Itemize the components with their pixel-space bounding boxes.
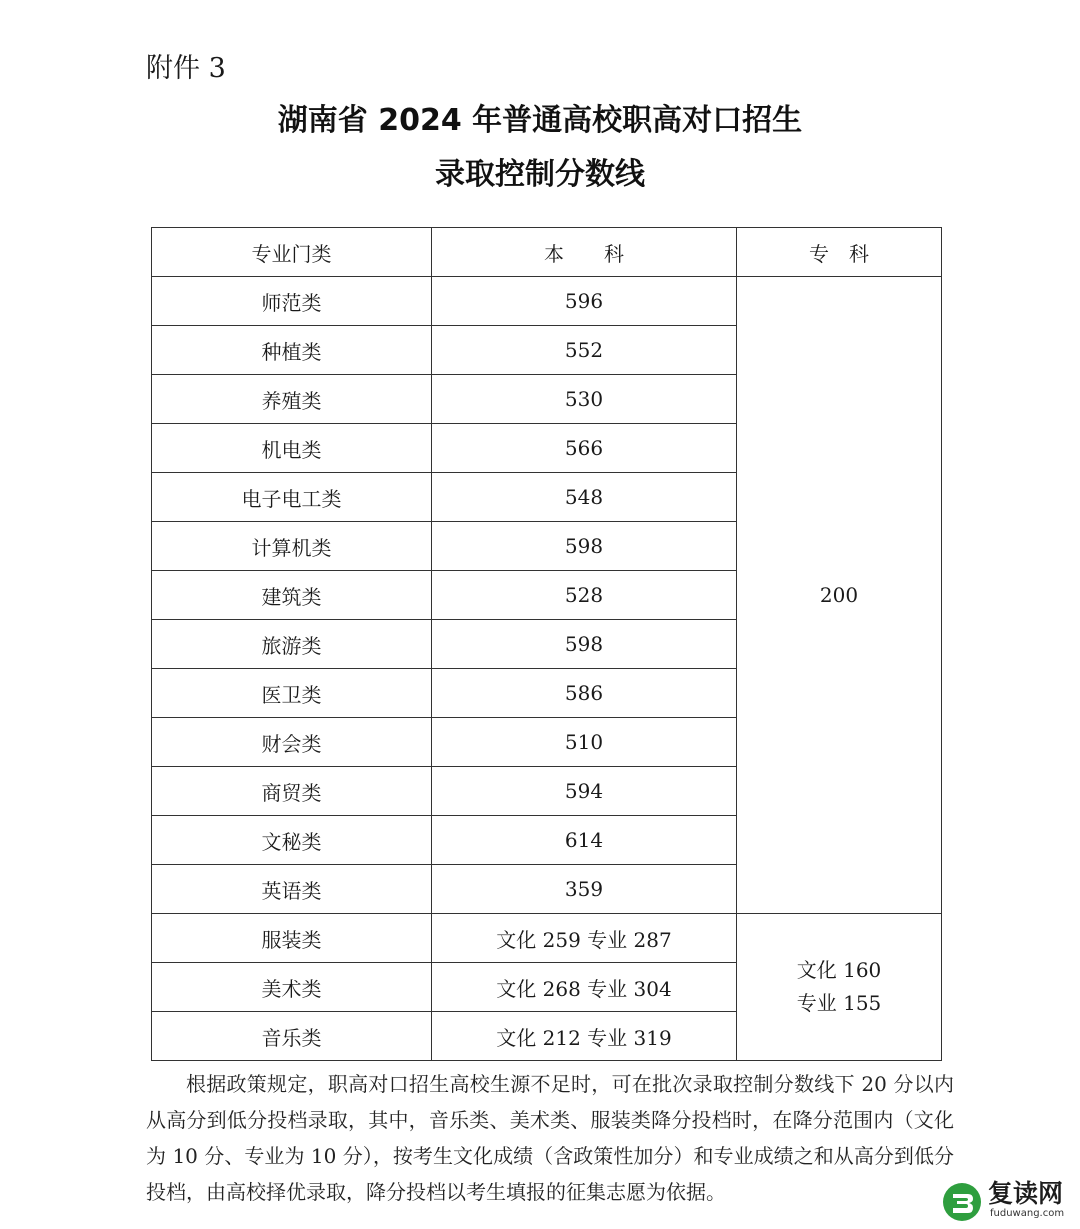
category-cell: 旅游类 bbox=[152, 620, 432, 669]
header-category: 专业门类 bbox=[152, 228, 432, 277]
undergraduate-score-cell: 文化 268 专业 304 bbox=[432, 963, 737, 1012]
table-row bbox=[152, 914, 942, 963]
art-junior-college-score-cell bbox=[737, 914, 942, 1061]
header-junior-college: 专 科 bbox=[737, 228, 942, 277]
undergraduate-score-cell: 552 bbox=[432, 326, 737, 375]
attachment-label: 附件 3 bbox=[146, 53, 226, 84]
undergraduate-score-cell: 530 bbox=[432, 375, 737, 424]
header-undergraduate: 本 科 bbox=[432, 228, 737, 277]
category-cell: 商贸类 bbox=[152, 767, 432, 816]
fuduwang-logo-icon bbox=[942, 1182, 982, 1222]
category-cell: 电子电工类 bbox=[152, 473, 432, 522]
category-cell: 美术类 bbox=[152, 963, 432, 1012]
undergraduate-score-cell: 598 bbox=[432, 522, 737, 571]
art-junior-college-culture: 文化 160 bbox=[796, 958, 882, 982]
undergraduate-score-cell: 528 bbox=[432, 571, 737, 620]
undergraduate-score-cell: 598 bbox=[432, 620, 737, 669]
category-cell: 机电类 bbox=[152, 424, 432, 473]
category-cell: 计算机类 bbox=[152, 522, 432, 571]
undergraduate-score-cell: 614 bbox=[432, 816, 737, 865]
category-cell: 种植类 bbox=[152, 326, 432, 375]
category-cell: 财会类 bbox=[152, 718, 432, 767]
category-cell: 文秘类 bbox=[152, 816, 432, 865]
junior-college-score-cell: 200 bbox=[737, 277, 942, 914]
art-junior-college-major: 专业 155 bbox=[796, 991, 882, 1015]
undergraduate-score-cell: 359 bbox=[432, 865, 737, 914]
score-table bbox=[151, 227, 942, 1061]
watermark-name: 复读网 bbox=[988, 1179, 1064, 1208]
watermark-url: fuduwang.com bbox=[990, 1208, 1065, 1219]
undergraduate-score-cell: 548 bbox=[432, 473, 737, 522]
category-cell: 建筑类 bbox=[152, 571, 432, 620]
category-cell: 师范类 bbox=[152, 277, 432, 326]
undergraduate-score-cell: 594 bbox=[432, 767, 737, 816]
undergraduate-score-cell: 586 bbox=[432, 669, 737, 718]
policy-note-text: 根据政策规定，职高对口招生高校生源不足时，可在批次录取控制分数线下 20 分以内从高分到低分投档录取，其中，音乐类、美术类、服装类降分投档时，在降分范围内（文化为 10 分、专业为 10 分），按考生文化成绩（含政策性加分）和专业成绩之和从高分到低分投档，由高校择优录取，降分投档以考生填报的征集志愿为依据。 bbox=[146, 1072, 954, 1204]
undergraduate-score-cell: 566 bbox=[432, 424, 737, 473]
undergraduate-score-cell: 文化 259 专业 287 bbox=[432, 914, 737, 963]
policy-note bbox=[146, 1066, 954, 1210]
undergraduate-score-cell: 596 bbox=[432, 277, 737, 326]
table-header-row bbox=[152, 228, 942, 277]
page-title-line-1: 湖南省 2024 年普通高校职高对口招生 bbox=[277, 103, 803, 138]
undergraduate-score-cell: 文化 212 专业 319 bbox=[432, 1012, 737, 1061]
category-cell: 服装类 bbox=[152, 914, 432, 963]
watermark bbox=[942, 1178, 1072, 1224]
undergraduate-score-cell: 510 bbox=[432, 718, 737, 767]
category-cell: 英语类 bbox=[152, 865, 432, 914]
table-row bbox=[152, 277, 942, 326]
category-cell: 养殖类 bbox=[152, 375, 432, 424]
page-title-line-2: 录取控制分数线 bbox=[435, 157, 645, 192]
category-cell: 医卫类 bbox=[152, 669, 432, 718]
category-cell: 音乐类 bbox=[152, 1012, 432, 1061]
